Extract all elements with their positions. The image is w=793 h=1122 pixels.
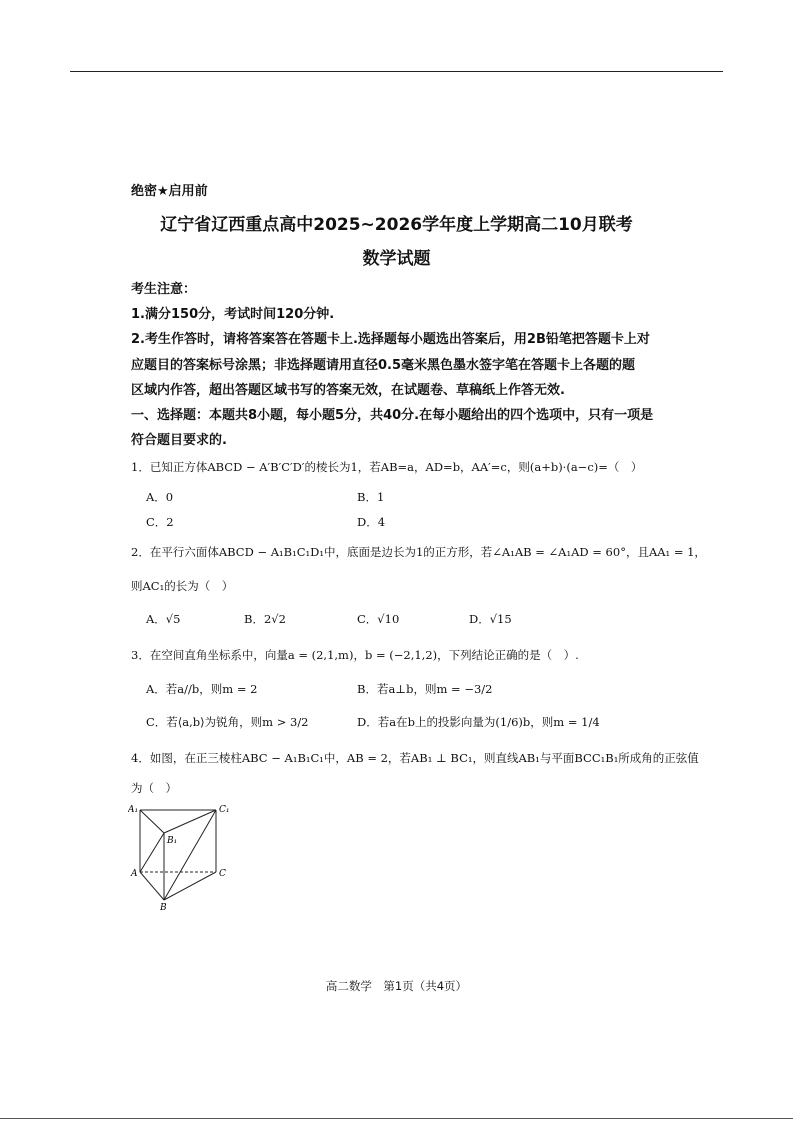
edge-a-b: [140, 872, 164, 900]
exam-title: 辽宁省辽西重点高中2025~2026学年度上学期高二10月联考: [160, 215, 633, 235]
question-1-option-d[interactable]: D．4: [357, 515, 386, 529]
question-2-option-a[interactable]: A．√5: [146, 612, 181, 626]
question-4-text-line-2: 为（ ）: [131, 781, 177, 795]
notice-heading: 考生注意：: [131, 282, 197, 297]
question-4-text-line-1: 4．如图，在正三棱柱ABC − A₁B₁C₁中，AB = 2，若AB₁ ⊥ BC₁，则直线AB₁与平面BCC₁B₁所成角的正弦值: [131, 751, 699, 765]
edge-b1-c1: [164, 810, 216, 833]
prism-figure: [128, 800, 238, 912]
question-2-option-d[interactable]: D．√15: [469, 612, 512, 626]
question-1-text: 1．已知正方体ABCD − A′B′C′D′的棱长为1，若AB=a，AD=b，AA′=c，则(a+b)·(a−c)=（ ）: [131, 460, 643, 474]
diagonal-a-b1: [140, 833, 164, 872]
top-rule: [70, 71, 723, 72]
notice-item-2-line-3: 区域内作答，超出答题区域书写的答案无效，在试题卷、草稿纸上作答无效.: [131, 383, 565, 398]
question-2-option-c[interactable]: C．√10: [357, 612, 400, 626]
question-3-option-a[interactable]: A．若a//b，则m = 2: [146, 682, 258, 696]
exam-subject: 数学试题: [362, 249, 431, 269]
page-footer: 高二数学 第1页（共4页）: [325, 979, 468, 993]
label-c1: C₁: [219, 805, 230, 815]
section-heading-line-1: 一、选择题：本题共8小题，每小题5分，共40分.在每小题给出的四个选项中，只有一项是: [131, 408, 654, 423]
question-3-option-b[interactable]: B．若a⊥b，则m = −3/2: [357, 682, 493, 696]
question-3-option-d[interactable]: D．若a在b上的投影向量为(1/6)b，则m = 1/4: [357, 715, 600, 729]
question-1-option-a[interactable]: A．0: [146, 490, 174, 504]
question-3-option-c[interactable]: C．若⟨a,b⟩为锐角，则m > 3/2: [146, 715, 309, 729]
bottom-rule: [0, 1118, 793, 1119]
question-2-text-line-1: 2．在平行六面体ABCD − A₁B₁C₁D₁中，底面是边长为1的正方形，若∠A₁AB = ∠A₁AD = 60°，且AA₁ = 1，: [131, 545, 706, 559]
notice-item-2-line-2: 应题目的答案标号涂黑；非选择题请用直径0.5毫米黑色墨水签字笔在答题卡上各题的题: [131, 358, 636, 373]
question-3-text: 3．在空间直角坐标系中，向量a = (2,1,m)，b = (−2,1,2)，下列结论正确的是（ ）.: [131, 648, 579, 662]
notice-item-2-line-1: 2.考生作答时，请将答案答在答题卡上.选择题每小题选出答案后，用2B铅笔把答题卡上对: [131, 332, 650, 347]
notice-item-1: 1.满分150分，考试时间120分钟.: [131, 307, 335, 322]
question-2-option-b[interactable]: B．2√2: [244, 612, 286, 626]
label-c: C: [219, 869, 226, 879]
label-b: B: [160, 903, 167, 912]
question-1-option-b[interactable]: B．1: [357, 490, 385, 504]
label-a: A: [131, 869, 138, 879]
label-a1: A₁: [128, 805, 139, 815]
question-1-option-c[interactable]: C．2: [146, 515, 174, 529]
section-heading-line-2: 符合题目要求的.: [131, 433, 227, 448]
edge-a1-b1: [140, 810, 164, 833]
secret-label: 绝密★启用前: [131, 184, 208, 199]
question-2-text-line-2: 则AC₁的长为（ ）: [131, 579, 234, 593]
label-b1: B₁: [167, 836, 178, 846]
